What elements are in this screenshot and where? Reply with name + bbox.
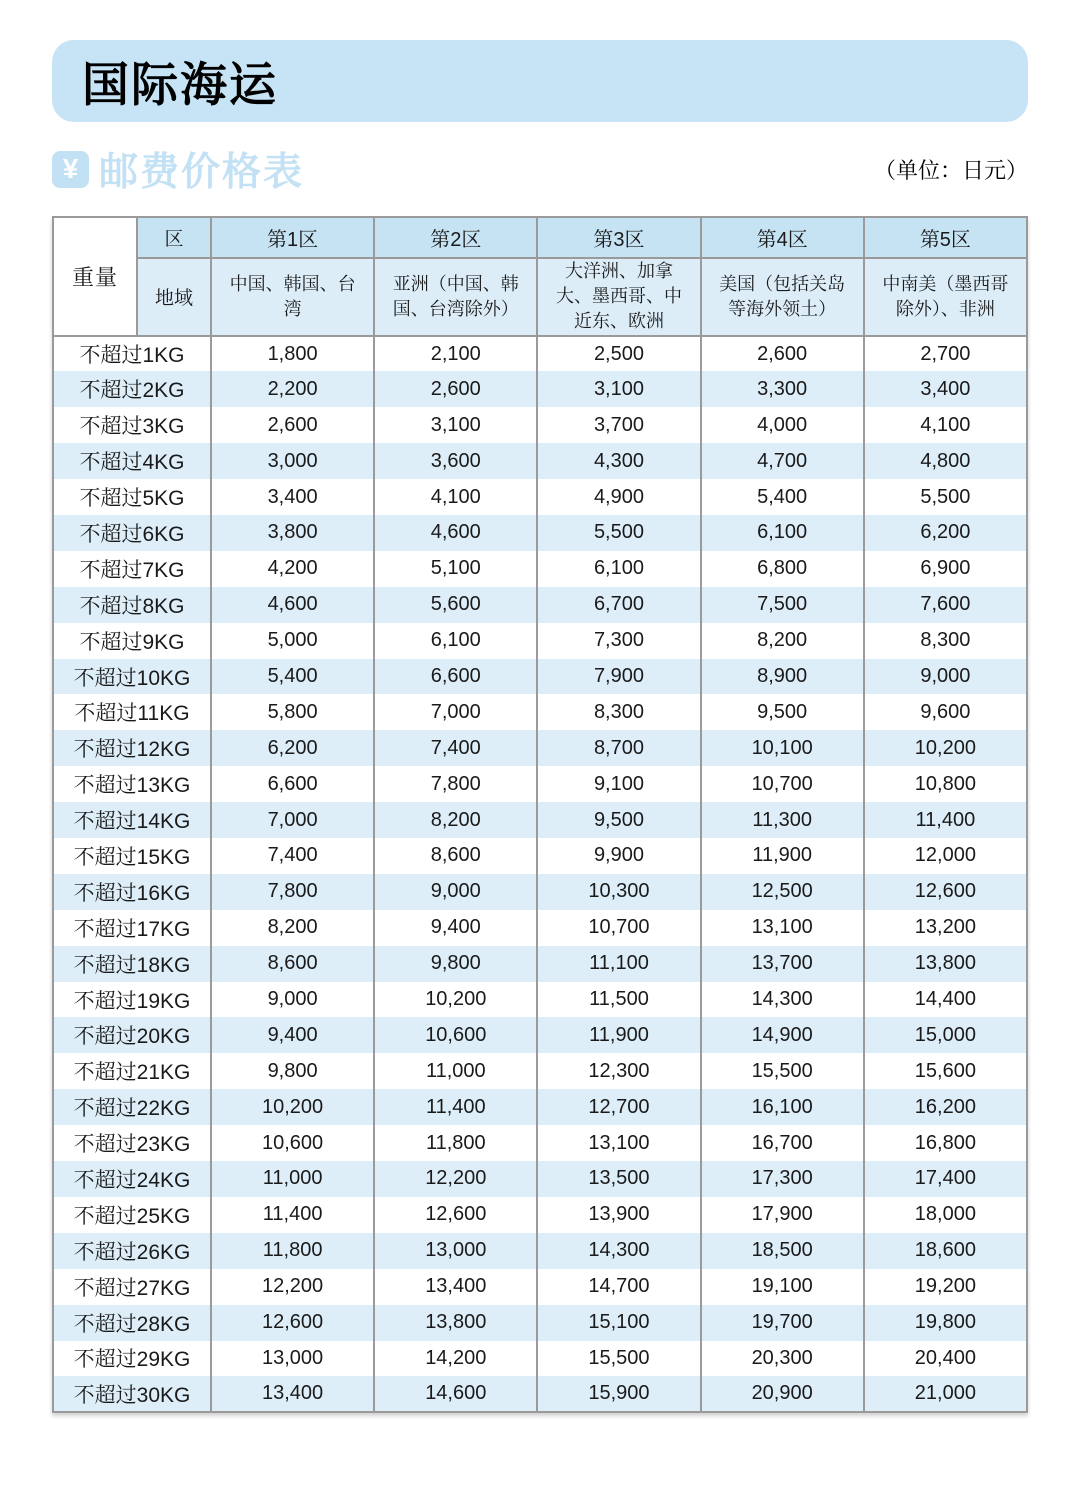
price-cell: 9,000 (864, 659, 1027, 695)
price-cell: 13,200 (864, 910, 1027, 946)
price-cell: 4,000 (701, 407, 864, 443)
weight-cell: 不超过5KG (53, 479, 211, 515)
price-cell: 17,900 (701, 1197, 864, 1233)
price-cell: 10,200 (211, 1089, 374, 1125)
price-cell: 2,600 (211, 407, 374, 443)
price-cell: 8,200 (374, 802, 537, 838)
price-cell: 5,800 (211, 694, 374, 730)
price-cell: 16,800 (864, 1125, 1027, 1161)
price-cell: 14,900 (701, 1017, 864, 1053)
price-cell: 12,600 (211, 1305, 374, 1341)
subtitle-row (52, 146, 1028, 192)
price-cell: 13,900 (537, 1197, 700, 1233)
price-cell: 3,600 (374, 443, 537, 479)
table-row (53, 838, 1027, 874)
price-cell: 10,100 (701, 730, 864, 766)
price-cell: 8,300 (537, 694, 700, 730)
price-cell: 12,300 (537, 1053, 700, 1089)
price-cell: 6,100 (701, 515, 864, 551)
price-cell: 4,800 (864, 443, 1027, 479)
price-cell: 5,500 (537, 515, 700, 551)
price-cell: 7,400 (374, 730, 537, 766)
price-cell: 5,000 (211, 623, 374, 659)
price-cell: 5,400 (211, 659, 374, 695)
price-cell: 17,300 (701, 1161, 864, 1197)
price-cell: 19,700 (701, 1305, 864, 1341)
price-cell: 14,600 (374, 1376, 537, 1412)
subtitle-left (52, 141, 304, 197)
weight-cell: 不超过23KG (53, 1125, 211, 1161)
region-header-cell: 中南美（墨西哥除外）、非洲 (864, 258, 1027, 336)
table-row (53, 694, 1027, 730)
price-cell: 11,800 (374, 1125, 537, 1161)
price-cell: 6,100 (374, 623, 537, 659)
price-cell: 3,400 (864, 371, 1027, 407)
price-cell: 4,100 (864, 407, 1027, 443)
price-table (52, 216, 1028, 1413)
price-cell: 4,200 (211, 551, 374, 587)
weight-cell: 不超过21KG (53, 1053, 211, 1089)
price-cell: 4,600 (211, 587, 374, 623)
table-row (53, 1053, 1027, 1089)
price-cell: 11,800 (211, 1233, 374, 1269)
region-key-label: 地域 (137, 258, 211, 336)
price-cell: 7,500 (701, 587, 864, 623)
price-cell: 13,100 (701, 910, 864, 946)
price-cell: 5,100 (374, 551, 537, 587)
price-cell: 15,000 (864, 1017, 1027, 1053)
price-cell: 11,000 (374, 1053, 537, 1089)
price-cell: 7,600 (864, 587, 1027, 623)
table-row (53, 1017, 1027, 1053)
price-cell: 9,000 (374, 874, 537, 910)
price-cell: 2,600 (701, 336, 864, 372)
price-cell: 3,100 (537, 371, 700, 407)
table-row (53, 910, 1027, 946)
weight-cell: 不超过3KG (53, 407, 211, 443)
weight-cell: 不超过14KG (53, 802, 211, 838)
price-cell: 1,800 (211, 336, 374, 372)
price-cell: 15,500 (537, 1341, 700, 1377)
weight-cell: 不超过8KG (53, 587, 211, 623)
price-cell: 16,700 (701, 1125, 864, 1161)
price-cell: 10,200 (374, 982, 537, 1018)
table-row (53, 874, 1027, 910)
price-cell: 10,600 (211, 1125, 374, 1161)
weight-corner-label: 重量 (53, 217, 137, 336)
table-row (53, 479, 1027, 515)
price-cell: 2,500 (537, 336, 700, 372)
page-header-bar (52, 40, 1028, 122)
price-cell: 16,100 (701, 1089, 864, 1125)
price-cell: 13,800 (864, 946, 1027, 982)
region-header-cell: 大洋洲、加拿大、墨西哥、中近东、欧洲 (537, 258, 700, 336)
table-row (53, 443, 1027, 479)
table-row (53, 1341, 1027, 1377)
zone-header-cell: 第4区 (701, 217, 864, 258)
zone-key-label: 区 (137, 217, 211, 258)
price-cell: 6,600 (211, 766, 374, 802)
price-cell: 9,900 (537, 838, 700, 874)
price-cell: 17,400 (864, 1161, 1027, 1197)
table-row (53, 1161, 1027, 1197)
price-cell: 12,200 (374, 1161, 537, 1197)
price-cell: 9,400 (374, 910, 537, 946)
price-cell: 9,400 (211, 1017, 374, 1053)
price-cell: 11,500 (537, 982, 700, 1018)
zone-header-cell: 第5区 (864, 217, 1027, 258)
price-cell: 18,000 (864, 1197, 1027, 1233)
price-cell: 15,900 (537, 1376, 700, 1412)
price-cell: 9,000 (211, 982, 374, 1018)
table-row (53, 515, 1027, 551)
price-cell: 13,400 (211, 1376, 374, 1412)
table-row (53, 659, 1027, 695)
section-title: 邮费价格表 (99, 151, 305, 194)
price-cell: 5,600 (374, 587, 537, 623)
price-cell: 6,200 (864, 515, 1027, 551)
price-table-header (53, 217, 1027, 336)
price-cell: 10,300 (537, 874, 700, 910)
price-cell: 16,200 (864, 1089, 1027, 1125)
weight-cell: 不超过7KG (53, 551, 211, 587)
weight-cell: 不超过16KG (53, 874, 211, 910)
price-cell: 14,300 (537, 1233, 700, 1269)
price-cell: 5,400 (701, 479, 864, 515)
weight-cell: 不超过22KG (53, 1089, 211, 1125)
table-row (53, 1233, 1027, 1269)
weight-cell: 不超过25KG (53, 1197, 211, 1233)
table-row (53, 802, 1027, 838)
table-row (53, 1125, 1027, 1161)
price-cell: 8,200 (211, 910, 374, 946)
price-cell: 3,800 (211, 515, 374, 551)
zone-header-row (53, 217, 1027, 258)
price-cell: 8,700 (537, 730, 700, 766)
table-row (53, 371, 1027, 407)
price-cell: 11,400 (864, 802, 1027, 838)
weight-cell: 不超过4KG (53, 443, 211, 479)
price-cell: 10,600 (374, 1017, 537, 1053)
price-cell: 10,700 (537, 910, 700, 946)
region-header-cell: 亚洲（中国、韩国、台湾除外） (374, 258, 537, 336)
zone-header-cell: 第2区 (374, 217, 537, 258)
price-cell: 8,600 (211, 946, 374, 982)
table-row (53, 982, 1027, 1018)
table-row (53, 766, 1027, 802)
price-cell: 7,900 (537, 659, 700, 695)
price-cell: 7,800 (374, 766, 537, 802)
page-title: 国际海运 (82, 57, 278, 111)
price-cell: 6,900 (864, 551, 1027, 587)
table-row (53, 587, 1027, 623)
price-cell: 10,700 (701, 766, 864, 802)
price-cell: 14,700 (537, 1269, 700, 1305)
table-row (53, 407, 1027, 443)
price-cell: 13,100 (537, 1125, 700, 1161)
table-row (53, 336, 1027, 372)
price-cell: 3,000 (211, 443, 374, 479)
weight-cell: 不超过28KG (53, 1305, 211, 1341)
price-cell: 14,200 (374, 1341, 537, 1377)
price-cell: 12,200 (211, 1269, 374, 1305)
page-content (0, 40, 1080, 1413)
price-cell: 7,000 (374, 694, 537, 730)
price-cell: 6,600 (374, 659, 537, 695)
weight-cell: 不超过18KG (53, 946, 211, 982)
price-cell: 3,700 (537, 407, 700, 443)
price-cell: 12,700 (537, 1089, 700, 1125)
price-cell: 9,800 (374, 946, 537, 982)
price-cell: 13,800 (374, 1305, 537, 1341)
price-cell: 15,500 (701, 1053, 864, 1089)
weight-cell: 不超过27KG (53, 1269, 211, 1305)
price-cell: 6,200 (211, 730, 374, 766)
price-cell: 13,500 (537, 1161, 700, 1197)
price-cell: 9,800 (211, 1053, 374, 1089)
price-cell: 18,500 (701, 1233, 864, 1269)
price-cell: 20,400 (864, 1341, 1027, 1377)
price-cell: 11,400 (374, 1089, 537, 1125)
weight-cell: 不超过1KG (53, 336, 211, 372)
price-cell: 8,900 (701, 659, 864, 695)
price-cell: 12,000 (864, 838, 1027, 874)
price-cell: 8,200 (701, 623, 864, 659)
price-cell: 12,500 (701, 874, 864, 910)
price-cell: 12,600 (374, 1197, 537, 1233)
weight-cell: 不超过10KG (53, 659, 211, 695)
weight-cell: 不超过30KG (53, 1376, 211, 1412)
price-cell: 4,700 (701, 443, 864, 479)
price-cell: 20,300 (701, 1341, 864, 1377)
price-cell: 6,700 (537, 587, 700, 623)
weight-cell: 不超过19KG (53, 982, 211, 1018)
table-row (53, 946, 1027, 982)
weight-cell: 不超过26KG (53, 1233, 211, 1269)
weight-cell: 不超过29KG (53, 1341, 211, 1377)
price-cell: 9,600 (864, 694, 1027, 730)
price-cell: 11,900 (701, 838, 864, 874)
price-cell: 8,600 (374, 838, 537, 874)
price-cell: 7,300 (537, 623, 700, 659)
price-cell: 14,400 (864, 982, 1027, 1018)
yen-icon: ¥ (52, 151, 89, 188)
table-row (53, 1305, 1027, 1341)
price-cell: 6,100 (537, 551, 700, 587)
price-cell: 2,600 (374, 371, 537, 407)
price-cell: 9,100 (537, 766, 700, 802)
price-cell: 5,500 (864, 479, 1027, 515)
price-cell: 9,500 (701, 694, 864, 730)
price-cell: 15,100 (537, 1305, 700, 1341)
region-header-cell: 中国、韩国、台湾 (211, 258, 374, 336)
weight-cell: 不超过12KG (53, 730, 211, 766)
weight-cell: 不超过2KG (53, 371, 211, 407)
price-cell: 21,000 (864, 1376, 1027, 1412)
price-cell: 11,000 (211, 1161, 374, 1197)
weight-cell: 不超过6KG (53, 515, 211, 551)
price-cell: 2,200 (211, 371, 374, 407)
price-cell: 4,100 (374, 479, 537, 515)
table-row (53, 1376, 1027, 1412)
price-cell: 12,600 (864, 874, 1027, 910)
region-header-cell: 美国（包括关岛等海外领土） (701, 258, 864, 336)
price-cell: 13,000 (374, 1233, 537, 1269)
price-cell: 20,900 (701, 1376, 864, 1412)
price-cell: 13,000 (211, 1341, 374, 1377)
weight-cell: 不超过9KG (53, 623, 211, 659)
price-cell: 11,900 (537, 1017, 700, 1053)
weight-cell: 不超过13KG (53, 766, 211, 802)
price-cell: 3,300 (701, 371, 864, 407)
price-cell: 19,200 (864, 1269, 1027, 1305)
price-cell: 19,800 (864, 1305, 1027, 1341)
price-cell: 3,100 (374, 407, 537, 443)
table-row (53, 551, 1027, 587)
table-row (53, 1269, 1027, 1305)
weight-cell: 不超过20KG (53, 1017, 211, 1053)
weight-cell: 不超过11KG (53, 694, 211, 730)
table-row (53, 623, 1027, 659)
price-cell: 13,400 (374, 1269, 537, 1305)
weight-cell: 不超过15KG (53, 838, 211, 874)
table-row (53, 730, 1027, 766)
price-cell: 19,100 (701, 1269, 864, 1305)
zone-header-cell: 第1区 (211, 217, 374, 258)
price-cell: 3,400 (211, 479, 374, 515)
weight-cell: 不超过17KG (53, 910, 211, 946)
region-header-row (53, 258, 1027, 336)
price-cell: 13,700 (701, 946, 864, 982)
price-cell: 11,400 (211, 1197, 374, 1233)
price-cell: 4,600 (374, 515, 537, 551)
price-cell: 8,300 (864, 623, 1027, 659)
price-cell: 11,100 (537, 946, 700, 982)
price-cell: 15,600 (864, 1053, 1027, 1089)
price-cell: 18,600 (864, 1233, 1027, 1269)
price-cell: 2,700 (864, 336, 1027, 372)
price-cell: 6,800 (701, 551, 864, 587)
price-cell: 7,000 (211, 802, 374, 838)
price-cell: 10,800 (864, 766, 1027, 802)
weight-cell: 不超过24KG (53, 1161, 211, 1197)
price-table-body (53, 336, 1027, 1413)
price-cell: 4,900 (537, 479, 700, 515)
price-cell: 10,200 (864, 730, 1027, 766)
price-cell: 9,500 (537, 802, 700, 838)
price-cell: 4,300 (537, 443, 700, 479)
table-row (53, 1197, 1027, 1233)
price-cell: 11,300 (701, 802, 864, 838)
price-cell: 7,400 (211, 838, 374, 874)
unit-note: （单位：日元） (873, 157, 1028, 183)
zone-header-cell: 第3区 (537, 217, 700, 258)
table-row (53, 1089, 1027, 1125)
price-cell: 2,100 (374, 336, 537, 372)
price-cell: 7,800 (211, 874, 374, 910)
price-cell: 14,300 (701, 982, 864, 1018)
